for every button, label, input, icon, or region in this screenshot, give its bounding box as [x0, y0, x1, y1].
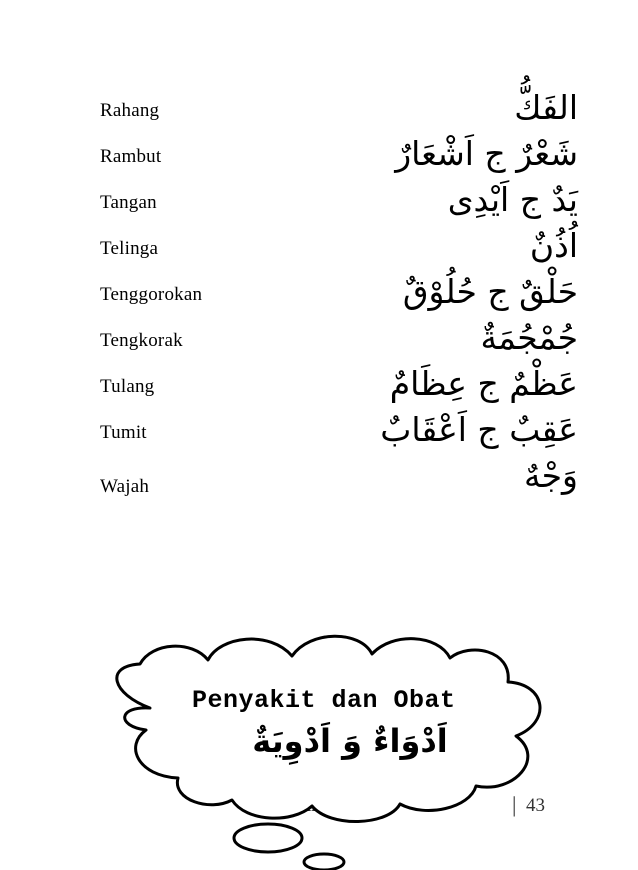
thought-bubble-large: [234, 824, 302, 852]
indonesian-term: Tulang: [100, 376, 155, 397]
arabic-term: وَجْهٌ: [523, 456, 578, 495]
indonesian-term: Rambut: [100, 146, 162, 167]
thought-bubble-small: [304, 854, 344, 870]
indonesian-term: Tengkorak: [100, 330, 183, 351]
indonesian-term: Tumit: [100, 422, 147, 443]
indonesian-term: Tangan: [100, 192, 157, 213]
indonesian-term: Telinga: [100, 238, 159, 259]
indonesian-term: Wajah: [100, 476, 150, 497]
arabic-term: جُمْجُمَةٌ: [480, 318, 578, 357]
arabic-term: الفَكُّ: [514, 88, 578, 127]
callout-arabic-title: اَدْوَاءٌ وَ اَدْوِيَةٌ: [252, 722, 448, 760]
arabic-term: يَدٌ ج اَيْدِى: [447, 180, 578, 219]
arabic-term: شَعْرٌ ج اَشْعَارٌ: [395, 134, 578, 173]
arabic-term: اُذُنٌ: [529, 226, 578, 265]
arabic-term: عَظْمٌ ج عِظَامٌ: [389, 364, 578, 403]
page-number: 43: [526, 795, 545, 816]
indonesian-term: Tenggorokan: [100, 284, 203, 305]
indonesian-term: Rahang: [100, 100, 160, 121]
callout-title: Penyakit dan Obat: [192, 686, 456, 715]
arabic-term: حَلْقٌ ج حُلُوْقٌ: [402, 272, 578, 311]
footer-separator: |: [512, 792, 517, 817]
arabic-term: عَقِبٌ ج اَعْقَابٌ: [380, 410, 578, 449]
